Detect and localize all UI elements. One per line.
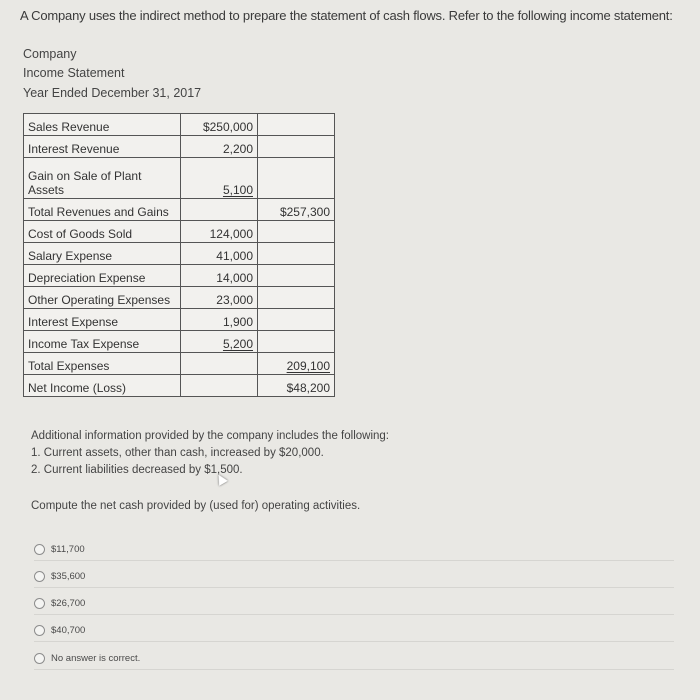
option-label: $11,700 — [51, 543, 85, 555]
row-label: Salary Expense — [24, 243, 181, 265]
additional-info-item: 2. Current liabilities decreased by $1,500. — [31, 464, 243, 476]
radio-button-icon[interactable] — [34, 571, 45, 582]
amount-cell: 14,000 — [181, 265, 258, 287]
table-row — [24, 331, 335, 353]
answer-option[interactable] — [34, 647, 674, 670]
table-row — [24, 375, 335, 397]
income-statement-table — [23, 113, 335, 397]
answer-option[interactable] — [34, 619, 674, 642]
table-row — [24, 309, 335, 331]
radio-button-icon[interactable] — [34, 625, 45, 636]
total-cell — [258, 114, 335, 136]
amount-cell: 41,000 — [181, 243, 258, 265]
row-label: Depreciation Expense — [24, 265, 181, 287]
option-label: No answer is correct. — [51, 652, 141, 664]
table-row — [24, 265, 335, 287]
row-label: Net Income (Loss) — [24, 375, 181, 397]
radio-button-icon[interactable] — [34, 653, 45, 664]
row-label: Interest Revenue — [24, 136, 181, 158]
amount-cell: 1,900 — [181, 309, 258, 331]
radio-button-icon[interactable] — [34, 544, 45, 555]
statement-title: Income Statement — [23, 66, 125, 80]
amount-cell — [181, 375, 258, 397]
amount-cell: $250,000 — [181, 114, 258, 136]
option-label: $26,700 — [51, 597, 86, 609]
amount-cell — [181, 158, 258, 199]
total-value: 209,100 — [286, 359, 330, 373]
total-cell: $48,200 — [258, 375, 335, 397]
total-cell — [258, 265, 335, 287]
amount-cell: 124,000 — [181, 221, 258, 243]
additional-info-item: 1. Current assets, other than cash, increased by $20,000. — [31, 447, 324, 459]
additional-info-intro: Additional information provided by the company includes the following: — [31, 430, 389, 442]
table-row — [24, 199, 335, 221]
table-row — [24, 353, 335, 375]
amount-value: 5,100 — [222, 183, 253, 197]
table-row — [24, 114, 335, 136]
question-prompt: Compute the net cash provided by (used for) operating activities. — [31, 500, 361, 512]
answer-option[interactable] — [34, 592, 674, 615]
radio-button-icon[interactable] — [34, 598, 45, 609]
total-cell — [258, 331, 335, 353]
row-label: Interest Expense — [24, 309, 181, 331]
option-label: $40,700 — [51, 624, 86, 636]
row-label: Total Expenses — [24, 353, 181, 375]
total-cell — [258, 158, 335, 199]
answer-option[interactable] — [34, 538, 674, 561]
answer-option[interactable] — [34, 565, 674, 588]
amount-cell: 23,000 — [181, 287, 258, 309]
question-text: A Company uses the indirect method to prepare the statement of cash flows. Refer to the following income statement: — [20, 8, 673, 23]
row-label: Income Tax Expense — [24, 331, 181, 353]
amount-cell: 2,200 — [181, 136, 258, 158]
row-label: Sales Revenue — [24, 114, 181, 136]
total-cell — [258, 221, 335, 243]
amount-cell — [181, 353, 258, 375]
total-cell — [258, 353, 335, 375]
table-row — [24, 287, 335, 309]
total-cell — [258, 136, 335, 158]
table-row — [24, 158, 335, 199]
row-label: Gain on Sale of Plant Assets — [24, 158, 181, 199]
row-label: Cost of Goods Sold — [24, 221, 181, 243]
amount-value: 5,200 — [222, 337, 253, 351]
total-cell — [258, 243, 335, 265]
row-label: Total Revenues and Gains — [24, 199, 181, 221]
total-cell — [258, 287, 335, 309]
total-cell — [258, 309, 335, 331]
amount-cell — [181, 199, 258, 221]
table-row — [24, 243, 335, 265]
statement-period: Year Ended December 31, 2017 — [23, 86, 202, 100]
table-row — [24, 136, 335, 158]
table-row — [24, 221, 335, 243]
option-label: $35,600 — [51, 570, 86, 582]
amount-cell — [181, 331, 258, 353]
company-name: Company — [23, 47, 77, 61]
row-label: Other Operating Expenses — [24, 287, 181, 309]
total-cell: $257,300 — [258, 199, 335, 221]
